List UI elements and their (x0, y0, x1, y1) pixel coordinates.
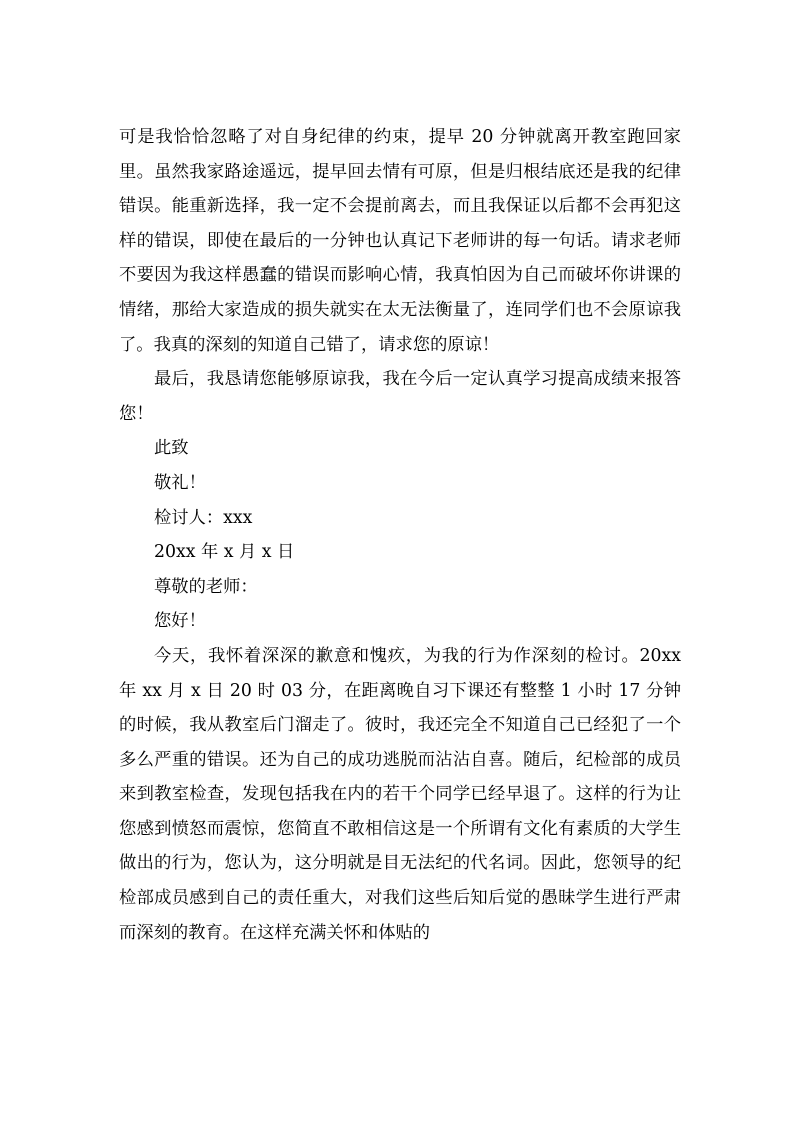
paragraph-apology-continued: 可是我恰恰忽略了对自身纪律的约束，提早 20 分钟就离开教室跑回家里。虽然我家路途遥远，提早回去情有可原，但是归根结底还是我的纪律错误。能重新选择，我一定不会提前离去，而且我保证以后都不会再犯这样的错误，即使在最后的一分钟也认真记下老师讲的每一句话。请求老师不要因为我这样愚蠢的错误而影响心情，我真怕因为自己而破坏你讲课的情绪，那给大家造成的损失就实在太无法衡量了，连同学们也不会原谅我了。我真的深刻的知道自己错了，请求您的原谅！ (119, 127, 681, 355)
paragraph-body: 今天，我怀着深深的歉意和愧疚，为我的行为作深刻的检讨。20xx 年 xx 月 x 日 20 时 03 分，在距离晚自习下课还有整整 1 小时 17 分钟的时候，我从教室后门溜走了。彼时，我还完全不知道自己已经犯了一个多么严重的错误。还为自己的成功逃脱而沾沾自喜。随后，纪检部的成员来到教室检查，发现包括我在内的若干个同学已经早退了。这样的行为让您感到愤怒而震惊，您简直不敢相信这是一个所谓有文化有素质的大学生做出的行为，您认为，这分明就是目无法纪的代名词。因此，您领导的纪检部成员感到自己的责任重大，对我们这些后知后觉的愚昧学生进行严肃而深刻的教育。在这样充满关怀和体贴的 (119, 645, 681, 943)
hello-line: 您好！ (154, 611, 206, 632)
greeting-line: 尊敬的老师： (154, 576, 258, 597)
closing-phrase: 此致 (154, 438, 189, 459)
document-page (119, 120, 681, 950)
signer-line: 检讨人：xxx (154, 507, 253, 528)
paragraph-final-request: 最后，我恳请您能够原谅我，我在今后一定认真学习提高成绩来报答您！ (119, 369, 681, 424)
salute-phrase: 敬礼！ (154, 472, 206, 493)
date-line: 20xx 年 x 月 x 日 (154, 542, 295, 563)
